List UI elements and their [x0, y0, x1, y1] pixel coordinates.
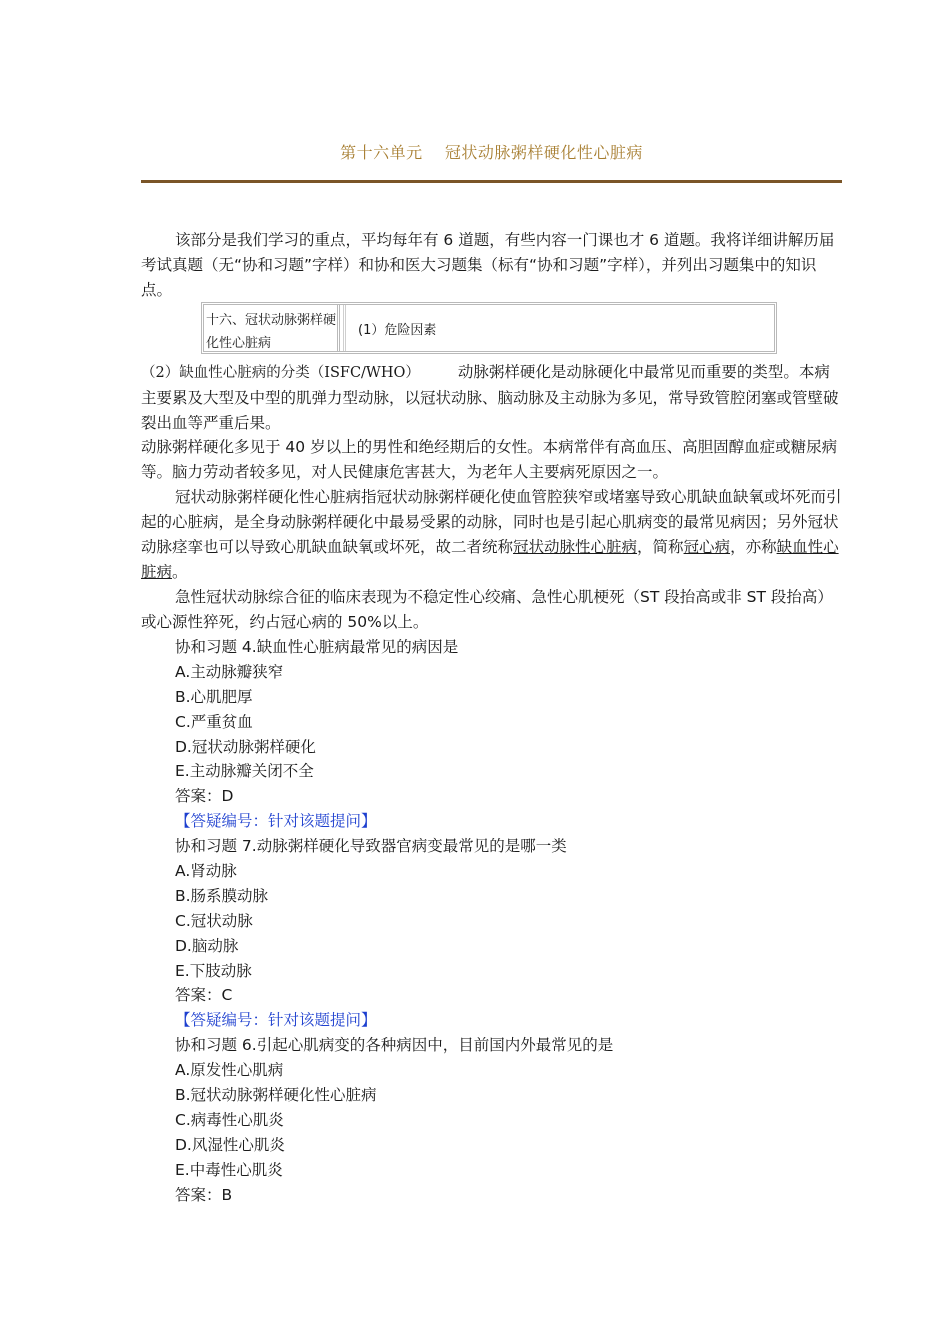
question-option: E.中毒性心肌炎 — [175, 1160, 283, 1179]
term-ischemic-heart-disease: 缺血性心脏病 — [141, 538, 839, 581]
ask-question-link[interactable]: 【答疑编号：针对该题提问】 — [175, 812, 377, 831]
classification-label: （2）缺血性心脏病的分类（ISFC/WHO） — [141, 365, 420, 381]
paragraph-atherosclerosis-definition: 动脉粥样硬化是动脉硬化中最常见而重要的类型。本病主要累及大型及中型的肌弹力型动脉，以冠状动脉、脑动脉及主动脉为多见，常导致管腔闭塞或管壁破裂出血等严重后果。 — [141, 363, 839, 432]
chd-definition-text: 冠状动脉粥样硬化性心脏病指冠状动脉粥样硬化使血管腔狭窄或堵塞导致心肌缺血缺氧或坏死而引起的心脏病，是全身动脉粥样硬化中最易受累的动脉，同时也是引起心肌病变的最常见病因；另外冠状动脉痉挛也可以导致心肌缺血缺氧或坏死，故二者统称 — [141, 488, 842, 556]
title-divider — [141, 180, 842, 183]
question-option: E.下肢动脉 — [175, 961, 252, 980]
question-option: D.脑动脉 — [175, 936, 239, 955]
question-option: C.严重贫血 — [175, 712, 253, 731]
term-chd-short: 冠心病 — [683, 538, 731, 556]
question-stem: 协和习题 6.引起心肌病变的各种病因中，目前国内外最常见的是 — [175, 1036, 614, 1055]
outline-table-right-cell: (1）危险因素 — [343, 305, 774, 351]
question-answer: 答案：C — [175, 986, 233, 1005]
chd-definition-text-2: ，简称 — [637, 538, 684, 556]
question-option: B.肠系膜动脉 — [175, 886, 269, 905]
question-option: D.冠状动脉粥样硬化 — [175, 737, 316, 756]
question-option: E.主动脉瓣关闭不全 — [175, 762, 314, 781]
chd-definition-text-4: 。 — [172, 563, 188, 581]
paragraph-chd-definition — [141, 485, 843, 585]
question-stem: 协和习题 4.缺血性心脏病最常见的病因是 — [175, 638, 459, 656]
outline-table — [201, 302, 777, 354]
paragraph-classification — [141, 360, 843, 436]
question-option: C.病毒性心肌炎 — [175, 1110, 284, 1129]
outline-table-left-cell: 十六、冠状动脉粥样硬化性心脏病 — [204, 305, 340, 351]
question-option: D.风湿性心肌炎 — [175, 1135, 285, 1154]
intro-paragraph: 该部分是我们学习的重点，平均每年有 6 道题，有些内容一门课也才 6 道题。我将详细讲解历届考试真题（无“协和习题”字样）和协和医大习题集（标有“协和习题”字样），并列出习题集中的知识点。 — [141, 231, 835, 299]
question-option: C.冠状动脉 — [175, 911, 253, 930]
term-coronary-heart-disease: 冠状动脉性心脏病 — [513, 538, 638, 556]
question-option: B.冠状动脉粥样硬化性心脏病 — [175, 1086, 377, 1105]
question-answer: 答案：B — [175, 1185, 233, 1204]
question-option: A.原发性心肌病 — [175, 1061, 284, 1080]
paragraph-epidemiology: 动脉粥样硬化多见于 40 岁以上的男性和绝经期后的女性。本病常伴有高血压、高胆固醇血症或糖尿病等。脑力劳动者较多见，对人民健康危害甚大，为老年人主要病死原因之一。 — [141, 438, 838, 481]
paragraph-acs: 急性冠状动脉综合征的临床表现为不稳定性心绞痛、急性心肌梗死（ST 段抬高或非 ST 段抬高）或心源性猝死，约占冠心病的 50%以上。 — [141, 588, 833, 631]
question-option: A.肾动脉 — [175, 862, 237, 881]
question-option: B.心肌肥厚 — [175, 687, 253, 706]
question-answer: 答案：D — [175, 787, 234, 806]
page-title: 第十六单元 冠状动脉粥样硬化性心脏病 — [340, 143, 643, 162]
ask-question-link[interactable]: 【答疑编号：针对该题提问】 — [175, 1011, 377, 1030]
question-option: A.主动脉瓣狭窄 — [175, 662, 284, 681]
question-stem: 协和习题 7.动脉粥样硬化导致器官病变最常见的是哪一类 — [175, 837, 567, 856]
question-list — [175, 635, 835, 1207]
chd-definition-text-3: ，亦称 — [730, 538, 777, 556]
